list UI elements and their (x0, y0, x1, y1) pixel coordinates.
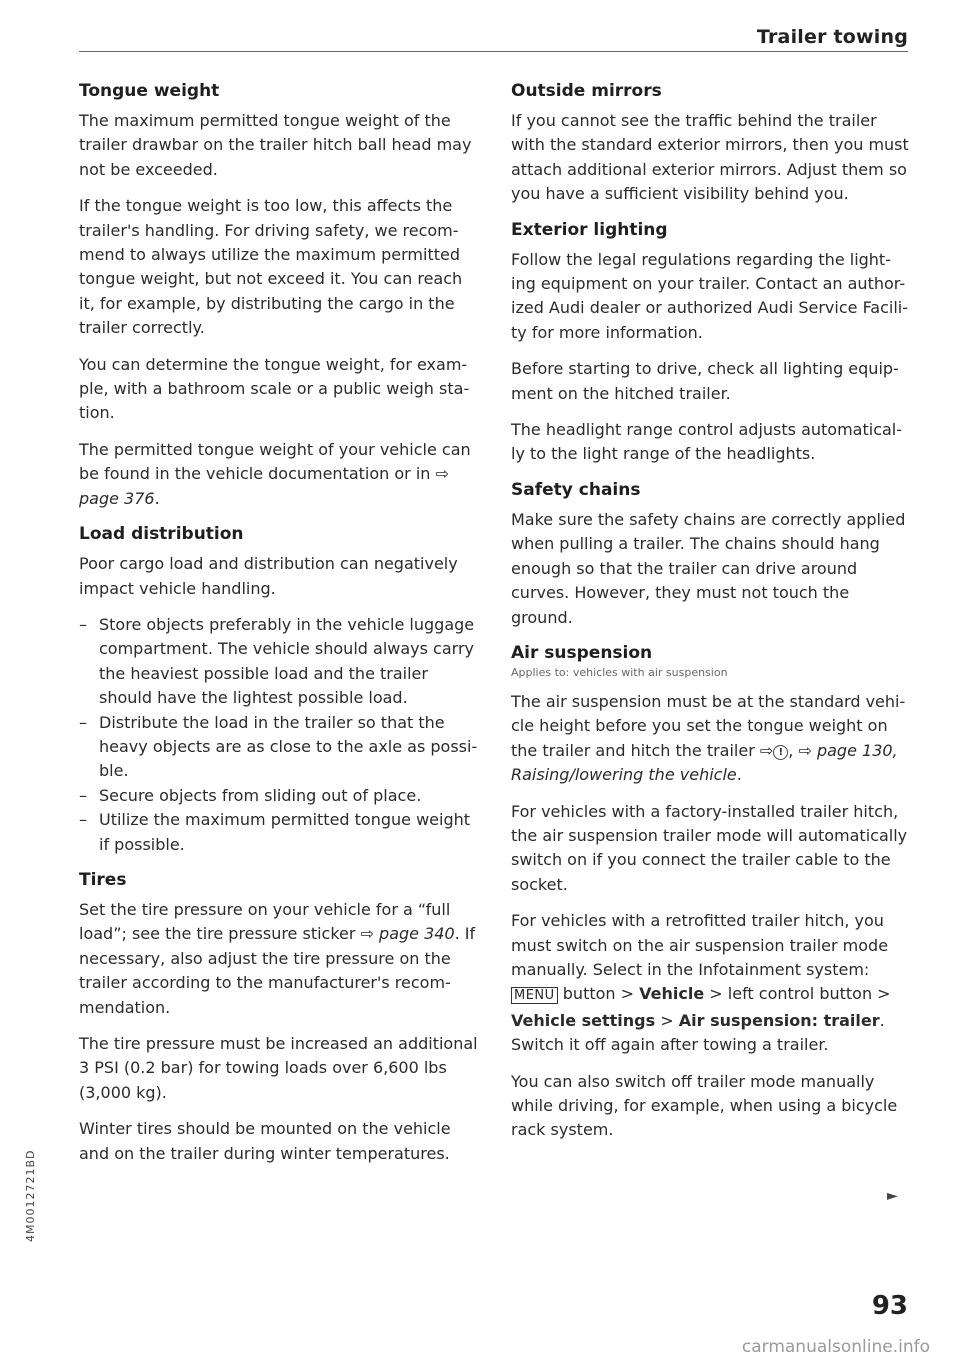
document-code: 4M0012721BD (24, 1149, 37, 1242)
paragraph: Winter tires should be mounted on the vehicle and on the trailer during winter temperatures. (79, 1119, 451, 1163)
paragraph-text: For vehicles with a retrofitted trailer hitch, you must switch on the air suspension trailer mode manually. Select in the Infotainment system: (511, 911, 889, 979)
applies-to-note: Applies to: vehicles with air suspension (511, 665, 728, 679)
paragraph: The maximum permitted tongue weight of the trailer drawbar on the trailer hitch ball head may not be exceeded. (79, 111, 472, 179)
list-item: – Utilize the maximum permitted tongue weight if possible. (79, 808, 479, 857)
paragraph-text: > left control button > (709, 984, 891, 1004)
section-heading-outside-mirrors: Outside mirrors (511, 81, 662, 101)
paragraph-text: button > (562, 984, 635, 1004)
section-heading-load-distribution: Load distribution (79, 524, 244, 545)
paragraph: If you cannot see the traffic behind the trailer with the standard exterior mirrors, then you must attach additional exterior mirrors. Adjust them so you have a sufficient visibility behind you. (511, 111, 909, 204)
menu-path-vehicle: Vehicle (639, 984, 705, 1004)
paragraph: You can also switch off trailer mode manually while driving, for example, when using a bicycle rack system. (511, 1071, 898, 1140)
page-reference-link[interactable]: ⇨ page 130, Raising/lowering the vehicle (511, 740, 898, 785)
page-number: 93 (871, 1291, 908, 1321)
paragraph (511, 690, 911, 788)
menu-key-label: MENU (511, 987, 558, 1004)
list-item: – Distribute the load in the trailer so that the heavy objects are as close to the axle as possi-ble. (79, 711, 479, 784)
paragraph-text: The permitted tongue weight of your vehicle can be found in the vehicle documentation or in (79, 439, 471, 484)
paragraph: The headlight range control adjusts automatical-ly to the light range of the headlights. (511, 420, 903, 464)
paragraph (511, 909, 911, 1057)
paragraph-text: . Switch it off again after towing a trailer. (511, 1010, 885, 1055)
paragraph (79, 898, 479, 1020)
section-heading-exterior-lighting: Exterior lighting (511, 219, 668, 240)
paragraph: For vehicles with a factory-installed trailer hitch, the air suspension trailer mode will automatically switch on if you connect the trailer cable to the socket. (511, 801, 908, 894)
punctuation: , (788, 740, 794, 760)
page-reference-link[interactable]: ⇨ page 376 (79, 464, 449, 508)
paragraph-text: The air suspension must be at the standard vehi-cle height before you set the tongue weight on the trailer and hitch the trailer ⇨ (511, 691, 906, 760)
punctuation: . (154, 488, 160, 508)
menu-path-separator: > (660, 1010, 674, 1030)
paragraph: Poor cargo load and distribution can negatively impact vehicle handling. (79, 554, 458, 598)
paragraph: Before starting to drive, check all lighting equip-ment on the hitched trailer. (511, 359, 899, 403)
section-heading-safety-chains: Safety chains (511, 479, 641, 500)
page-reference-link[interactable]: ⇨ page 340 (360, 924, 455, 944)
continue-arrow-icon: ► (887, 1188, 898, 1204)
paragraph-text: . If necessary, also adjust the tire pressure on the trailer according to the manufacturer's recom-mendation. (79, 924, 476, 1017)
punctuation: . (736, 765, 742, 785)
paragraph: The tire pressure must be increased an additional 3 PSI (0.2 bar) for towing loads over 6,600 lbs (3,000 kg). (79, 1034, 478, 1102)
instruction-list (79, 613, 479, 857)
paragraph: Make sure the safety chains are correctly applied when pulling a trailer. The chains should hang enough so that the trailer can drive around curves. However, they must not touch the ground. (511, 509, 906, 627)
paragraph-text: Set the tire pressure on your vehicle for a “full load”; see the tire pressure sticker (79, 899, 451, 944)
section-heading-air-suspension: Air suspension (511, 642, 653, 663)
left-column (79, 70, 479, 1178)
paragraph: You can determine the tongue weight, for exam-ple, with a bathroom scale or a public weigh sta-tion. (79, 354, 470, 423)
caution-icon[interactable]: ! (773, 745, 788, 760)
section-heading-tongue-weight: Tongue weight (79, 81, 220, 101)
menu-path-vehicle-settings: Vehicle settings (511, 1010, 656, 1030)
header-rule (79, 51, 908, 52)
list-item: – Secure objects from sliding out of place. (79, 784, 479, 808)
paragraph: Follow the legal regulations regarding the light-ing equipment on your trailer. Contact an author-ized Audi dealer or authorized Audi Service Facili-ty for more information. (511, 249, 909, 342)
page-header-title: Trailer towing (756, 26, 908, 48)
right-column (511, 70, 911, 1155)
list-item: – Store objects preferably in the vehicle luggage compartment. The vehicle should always carry the heaviest possible load and the trailer should have the lightest possible load. (79, 613, 479, 711)
paragraph: If the tongue weight is too low, this affects the trailer's handling. For driving safety, we recom-mend to always utilize the maximum permitted tongue weight, but not exceed it. You can reach it, for example, by distributing the cargo in the trailer correctly. (79, 196, 463, 338)
paragraph (79, 438, 479, 511)
watermark: carmanualsonline.info (741, 1337, 930, 1357)
section-heading-tires: Tires (79, 869, 127, 890)
menu-path-air-suspension-trailer: Air suspension: trailer (678, 1010, 880, 1030)
